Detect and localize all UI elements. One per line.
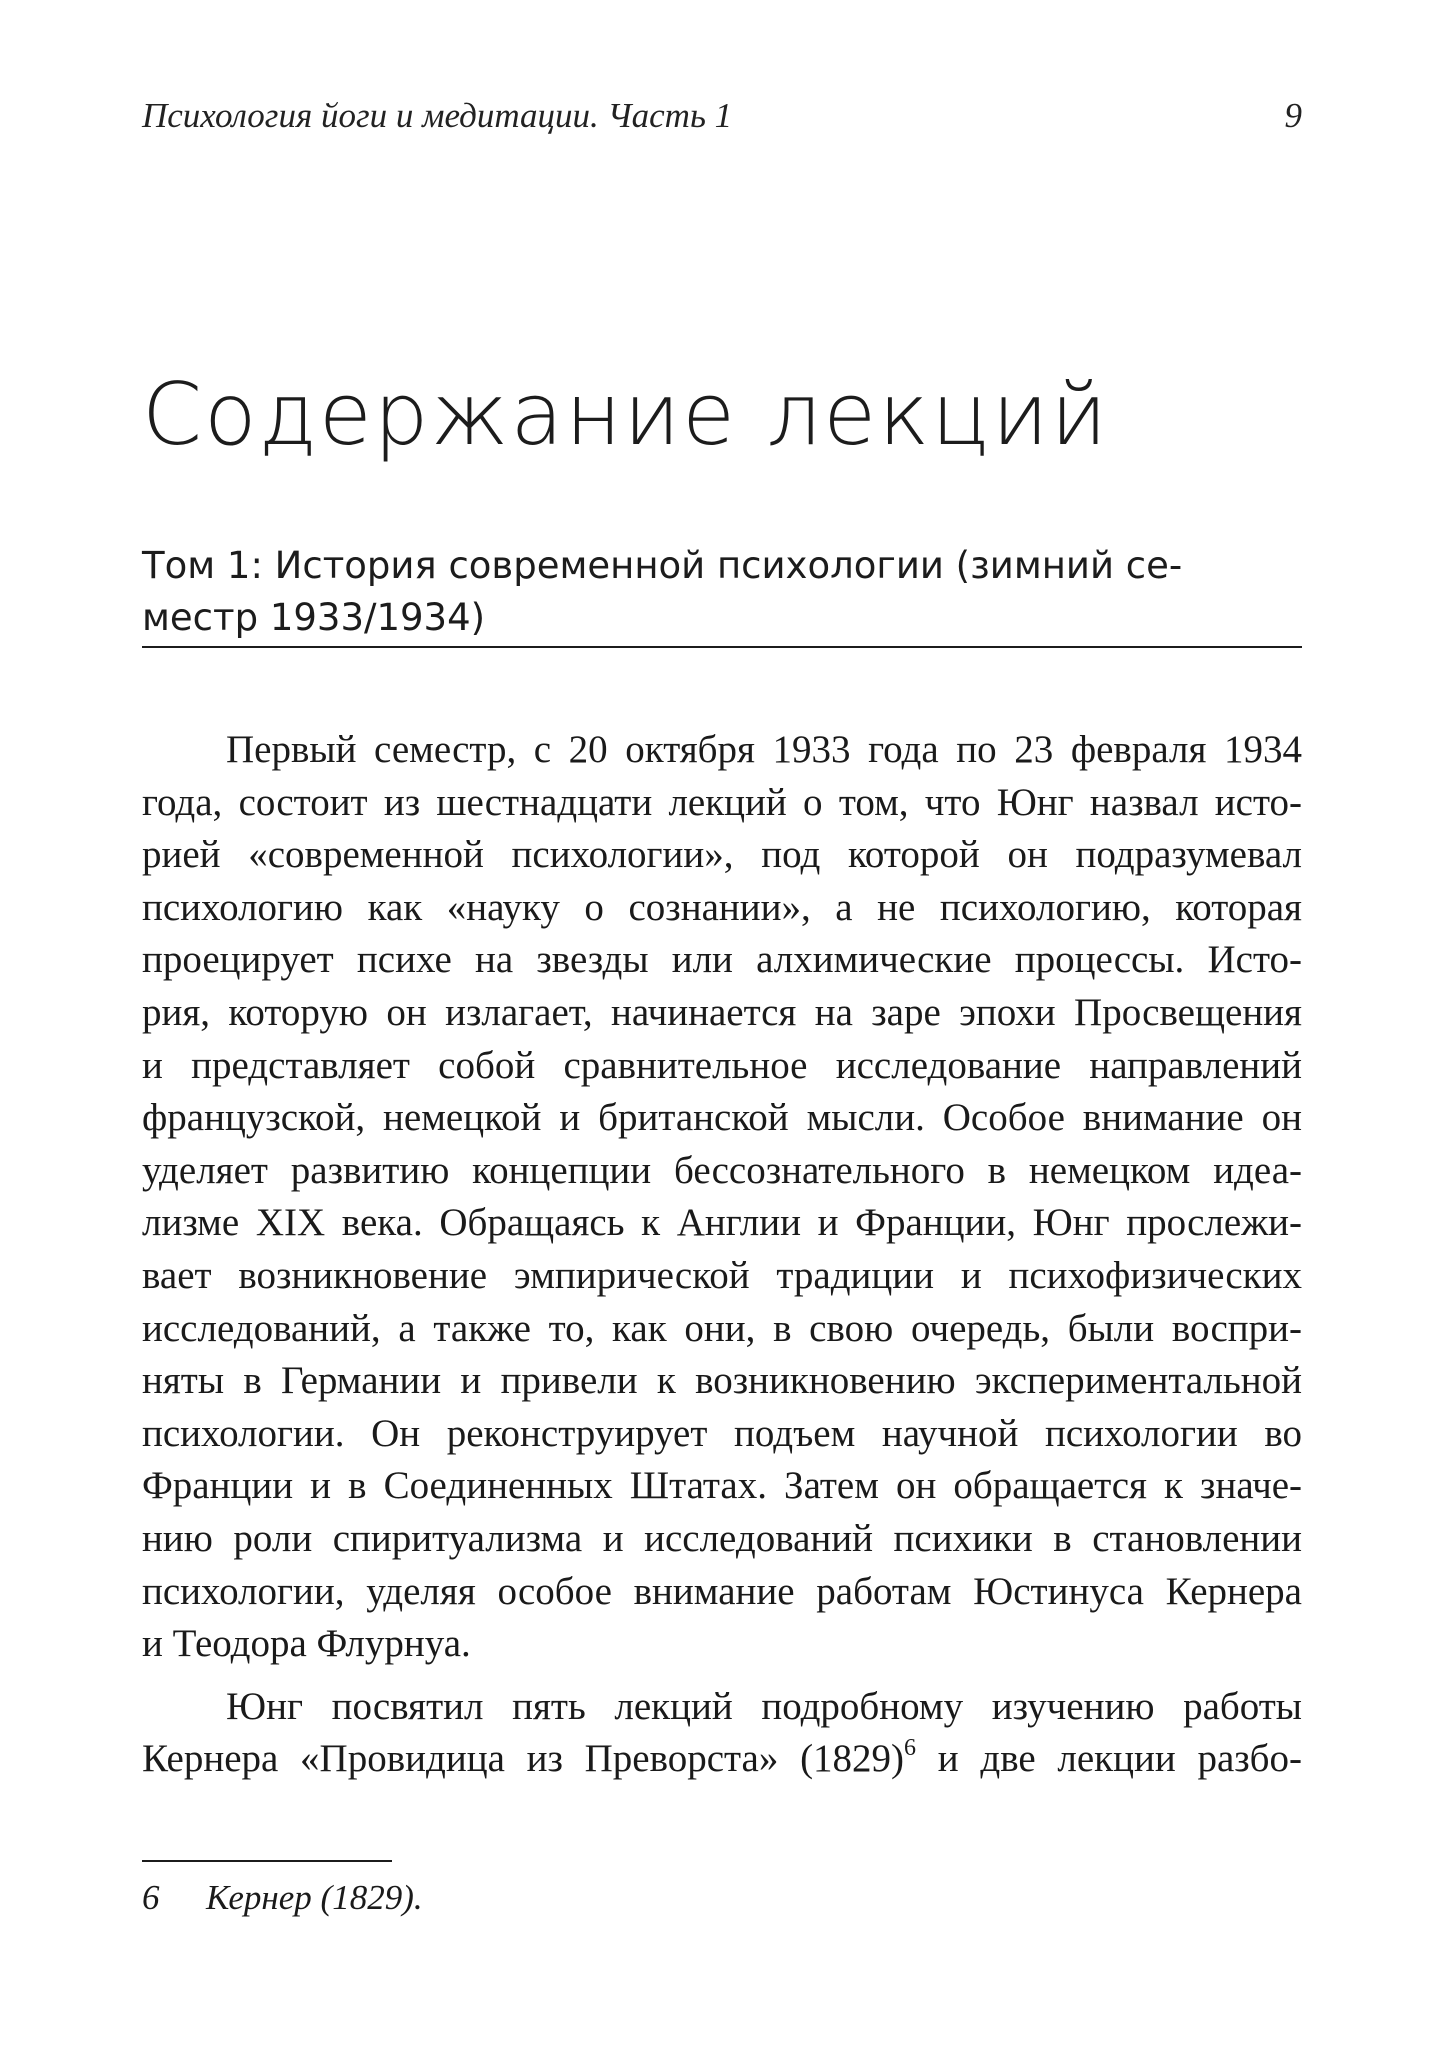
section-heading-line: местр 1933/1934) bbox=[142, 596, 486, 639]
text-fragment: Кернера «Провидица из Преворста» (1829) bbox=[142, 1737, 905, 1781]
text-line: рией «современной психологии», под которой он подразумевал bbox=[142, 833, 1302, 877]
text-line: Первый семестр, с 20 октября 1933 года по 23 февраля 1934 bbox=[226, 728, 1302, 771]
text-line: уделяет развитию концепции бессознательного в немецком идеа- bbox=[142, 1148, 1302, 1192]
text-line: психологии. Он реконструирует подъем научной психологии во bbox=[142, 1411, 1302, 1455]
text-line bbox=[142, 1733, 1302, 1786]
text-line: Юнг посвятил пять лекций подробному изучению работы bbox=[226, 1684, 1302, 1728]
text-line: лизме XIX века. Обращаясь к Англии и Франции, Юнг прослежи- bbox=[142, 1201, 1302, 1245]
text-line: вает возникновение эмпирической традиции и психофизических bbox=[142, 1253, 1302, 1297]
section-divider bbox=[142, 646, 1302, 648]
text-line: проецирует психе на звезды или алхимические процессы. Исто- bbox=[142, 938, 1302, 982]
text-line: рия, которую он излагает, начинается на заре эпохи Просвещения bbox=[142, 990, 1302, 1034]
text-line: и представляет собой сравнительное исследование направлений bbox=[142, 1043, 1302, 1087]
text-line: психологию как «науку о сознании», а не психологию, которая bbox=[142, 885, 1302, 929]
section-heading-line: Том 1: История современной психологии (зимний се- bbox=[142, 544, 1183, 587]
text-line: исследований, а также то, как они, в свою очередь, были воспри- bbox=[142, 1306, 1302, 1350]
text-line: года, состоит из шестнадцати лекций о том, что Юнг назвал исто- bbox=[142, 780, 1302, 824]
footnote-divider bbox=[142, 1860, 392, 1862]
running-head bbox=[142, 92, 1302, 140]
text-line: психологии, уделяя особое внимание работам Юстинуса Кернера bbox=[142, 1569, 1302, 1613]
footnote-text: Кернер (1829). bbox=[206, 1878, 423, 1917]
running-head-title: Психология йоги и медитации. Часть 1 bbox=[142, 96, 733, 135]
text-line: няты в Германии и привели к возникновению экспериментальной bbox=[142, 1359, 1302, 1403]
paragraph-1 bbox=[142, 724, 1302, 1671]
footnote bbox=[142, 1874, 423, 1922]
text-line: Франции и в Соединенных Штатах. Затем он обращается к значе- bbox=[142, 1464, 1302, 1508]
text-line: и Теодора Флурнуа. bbox=[142, 1622, 471, 1666]
footnote-reference[interactable]: 6 bbox=[904, 1735, 917, 1762]
page-number: 9 bbox=[1284, 96, 1302, 135]
text-fragment: и две лекции разбо- bbox=[916, 1737, 1302, 1781]
chapter-title: Содержание лекций bbox=[142, 365, 1110, 465]
section-heading bbox=[142, 540, 1302, 644]
body-text bbox=[142, 724, 1302, 1786]
footnote-number: 6 bbox=[142, 1878, 160, 1917]
paragraph-2 bbox=[142, 1681, 1302, 1786]
text-line: нию роли спиритуализма и исследований психики в становлении bbox=[142, 1516, 1302, 1560]
text-line: французской, немецкой и британской мысли. Особое внимание он bbox=[142, 1096, 1302, 1140]
